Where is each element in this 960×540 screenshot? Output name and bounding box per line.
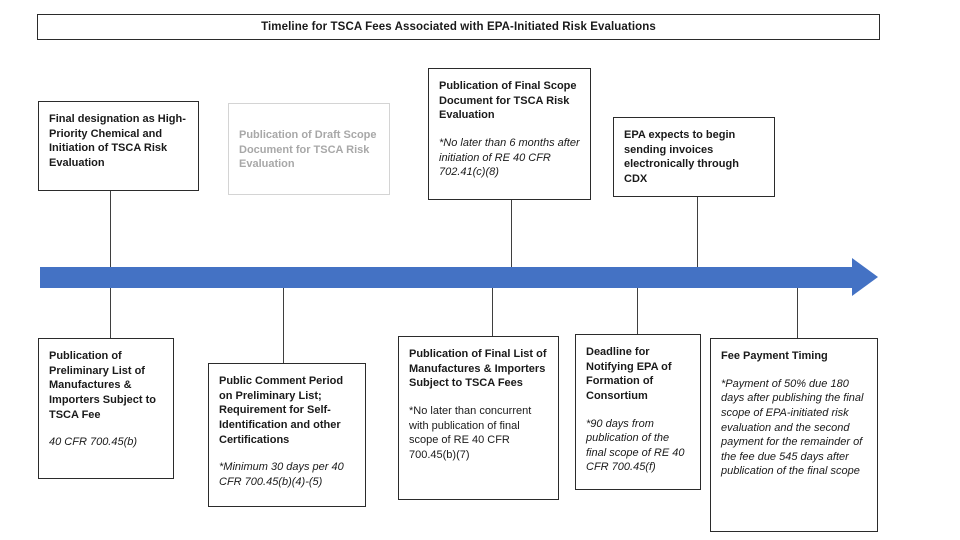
- event-box-consortium-deadline: [575, 334, 701, 490]
- connector-line: [637, 288, 638, 334]
- event-heading: Fee Payment Timing: [721, 350, 828, 362]
- event-note: *Minimum 30 days per 40 CFR 700.45(b)(4)-(5): [219, 461, 344, 488]
- event-heading: Deadline for Notifying EPA of Formation of Consortium: [586, 346, 672, 402]
- connector-line: [492, 288, 493, 336]
- timeline-arrow-bar: [40, 267, 852, 288]
- event-box-invoices-cdx: [613, 117, 775, 197]
- timeline-arrowhead-icon: [852, 258, 878, 296]
- event-note: *No later than concurrent with publication of final scope of RE 40 CFR 700.45(b)(7): [409, 404, 532, 461]
- event-note: *Payment of 50% due 180 days after publishing the final scope of EPA-initiated risk evaluation and the second payment for the remainder of the fee due 545 days after publication of the final scope: [721, 377, 864, 478]
- connector-line: [697, 197, 698, 267]
- event-heading: Publication of Preliminary List of Manufactures & Importers Subject to TSCA Fee: [49, 350, 156, 421]
- event-heading: Public Comment Period on Preliminary List; Requirement for Self-Identification and other Certifications: [219, 375, 344, 446]
- event-note: 40 CFR 700.45(b): [49, 436, 138, 449]
- event-box-final-scope: [428, 68, 591, 200]
- event-heading: Publication of Final List of Manufactures & Importers Subject to TSCA Fees: [409, 348, 547, 390]
- event-note: *No later than 6 months after initiation of RE 40 CFR 702.41(c)(8): [439, 136, 580, 179]
- event-box-fee-payment-timing: [710, 338, 878, 532]
- event-box-preliminary-list: [38, 338, 174, 479]
- event-box-draft-scope: [228, 103, 390, 195]
- connector-line: [797, 288, 798, 338]
- event-box-public-comment: [208, 363, 366, 507]
- event-heading: Publication of Final Scope Document for TSCA Risk Evaluation: [439, 80, 577, 122]
- title-box: [37, 14, 880, 40]
- connector-line: [283, 288, 284, 363]
- event-heading: EPA expects to begin sending invoices electronically through CDX: [624, 129, 739, 185]
- event-box-final-designation: [38, 101, 199, 191]
- event-heading: Publication of Draft Scope Document for TSCA Risk Evaluation: [239, 129, 377, 171]
- connector-line: [511, 200, 512, 267]
- connector-line: [110, 191, 111, 267]
- event-box-final-list: [398, 336, 559, 500]
- page-title: Timeline for TSCA Fees Associated with EPA-Initiated Risk Evaluations: [261, 21, 656, 33]
- connector-line: [110, 288, 111, 338]
- event-heading: Final designation as High-Priority Chemical and Initiation of TSCA Risk Evaluation: [49, 113, 186, 169]
- event-note: *90 days from publication of the final scope of RE 40 CFR 700.45(f): [586, 417, 685, 474]
